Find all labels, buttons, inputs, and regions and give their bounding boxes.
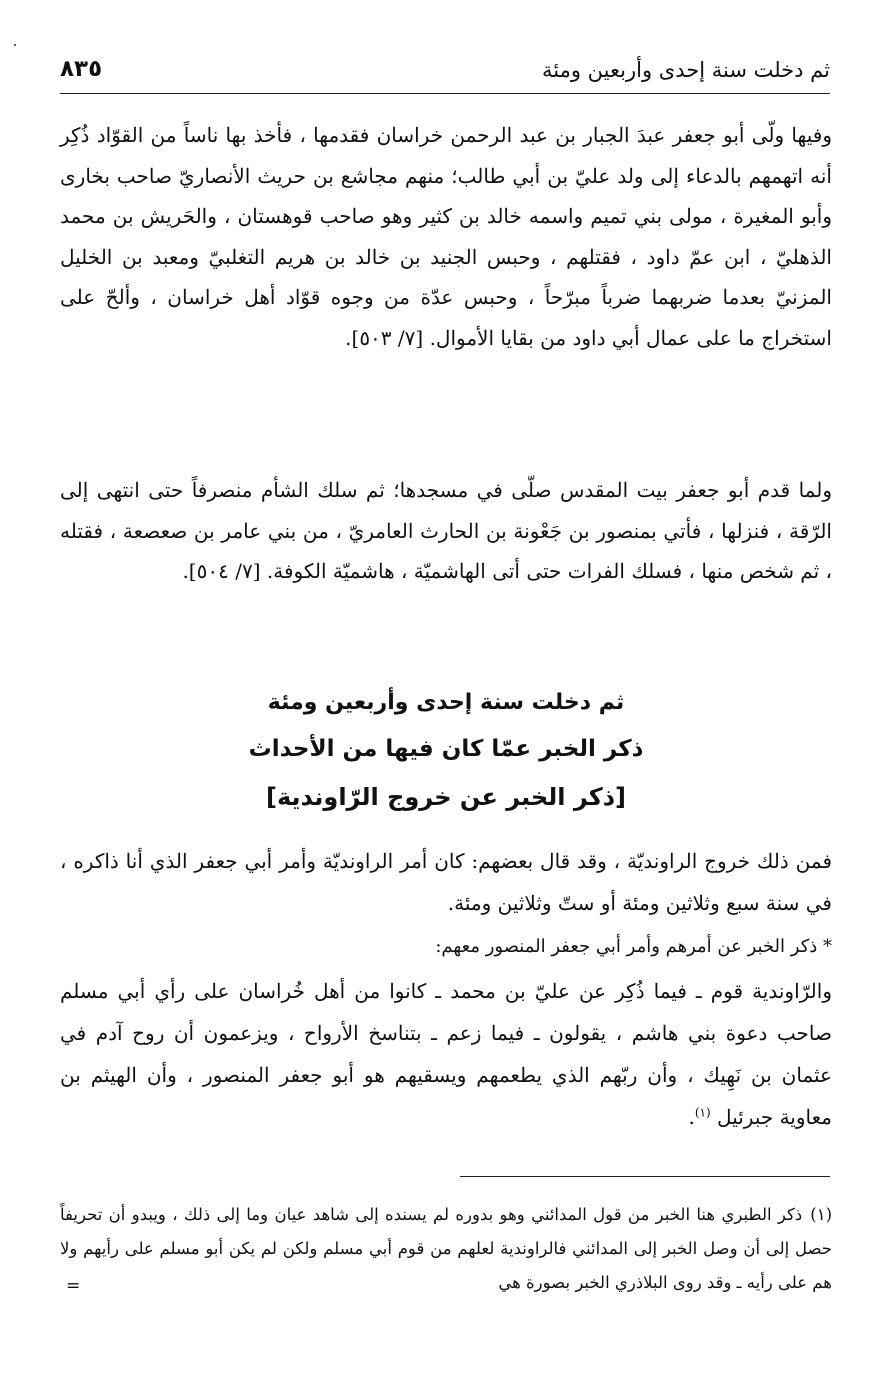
events-heading: ذكر الخبر عمّا كان فيها من الأحداث xyxy=(248,736,644,762)
footnote-ref[interactable]: (١) xyxy=(694,1105,711,1120)
section-headings xyxy=(60,680,832,822)
page-header xyxy=(60,50,830,94)
footnote-rule xyxy=(460,1176,830,1177)
paragraph-text: فمن ذلك خروج الراونديّة ، وقد قال بعضهم: كان أمر الراونديّة وأمر أبي جعفر الذي أنا ذاكره ، في سنة سبع وثلاثين ومئة أو ستّ وثلاثين ومئة. xyxy=(60,849,832,915)
subheading-text: * ذكر الخبر عن أمرهم وأمر أبي جعفر المنصور معهم: xyxy=(435,936,832,957)
paragraph-text: والرّاوندية قوم ـ فيما ذُكِر عن عليّ بن محمد ـ كانوا من أهل خُراسان على رأي أبي مسلم صاحب دعوة بني هاشم ، يقولون ـ فيما زعم ـ بتناسخ الأرواح ، ويزعمون أن روح آدم في عثمان بن نَهِيك ، وأن ربّهم الذي يطعمهم ويسقيهم هو أبو جعفر المنصور ، وأن الهيثم بن معاوية جبرئيل xyxy=(60,979,832,1129)
year-heading: ثم دخلت سنة إحدى وأربعين ومئة xyxy=(267,690,625,715)
paragraph-abd-al-jabbar xyxy=(60,115,832,358)
page-number: ٨٣٥ xyxy=(60,56,103,82)
paragraph-rawandiyya xyxy=(60,970,832,1138)
footnotes xyxy=(60,1198,832,1300)
header-rule xyxy=(60,93,830,94)
continuation-mark: = xyxy=(66,1276,81,1296)
rawandiyya-section xyxy=(60,840,832,1138)
rawandiyya-heading: [ذكر الخبر عن خروج الرّاوندية] xyxy=(265,783,626,811)
paragraph-jerusalem xyxy=(60,470,832,592)
paragraph-text: وفيها ولّى أبو جعفر عبدَ الجبار بن عبد الرحمن خراسان فقدمها ، فأخذ بها ناساً من القوّاد ذُكِر أنه اتهمهم بالدعاء إلى ولد عليّ بن أبي طالب؛ منهم مجاشع بن حريث الأنصاريّ صاحب بخارى وأبو المغيرة ، مولى بني تميم واسمه خالد بن كثير وهو صاحب قوهستان ، والحَريش بن محمد الذهليّ ، ابن عمّ داود ، فقتلهم ، وحبس الجنيد بن خالد بن هريم التغلبيّ ومعبد بن الخليل المزنيّ بعدما ضربهما ضرباً مبرّحاً ، وحبس عدّة من وجوه قوّاد أهل خراسان ، وألحّ على استخراج ما على عمال أبي داود من بقايا الأموال. [٧/ ٥٠٣]. xyxy=(60,123,832,350)
paragraph-text: ولما قدم أبو جعفر بيت المقدس صلّى في مسجدها؛ ثم سلك الشأم منصرفاً حتى انتهى إلى الرّقة ، فنزلها ، فأتي بمنصور بن جَعْونة بن الحارث العامريّ ، من بني عامر بن صعصعة ، فقتله ، ثم شخص منها ، فسلك الفرات حتى أتى الهاشميّة ، هاشميّة الكوفة. [٧/ ٥٠٤]. xyxy=(60,478,832,583)
margin-mark xyxy=(14,44,16,46)
sentence-end: . xyxy=(688,1105,695,1129)
footnote-marker: (١) xyxy=(810,1205,832,1224)
footnote-1 xyxy=(60,1198,832,1300)
footnote-text: ذكر الطبري هنا الخبر من قول المدائني وهو بدوره لم يسنده إلى شاهد عيان وما إلى ذلك ، ويبدو أن تحريفاً حصل إلى أن وصل الخبر إلى المدائني فالراوندية لعلهم من قوم أبي مسلم ولكن لم يكن أبو مسلم على رأيهم ولا هم على رأيه ـ وقد روى البلاذري الخبر بصورة هي xyxy=(60,1205,832,1292)
running-title: ثم دخلت سنة إحدى وأربعين ومئة xyxy=(542,58,830,82)
